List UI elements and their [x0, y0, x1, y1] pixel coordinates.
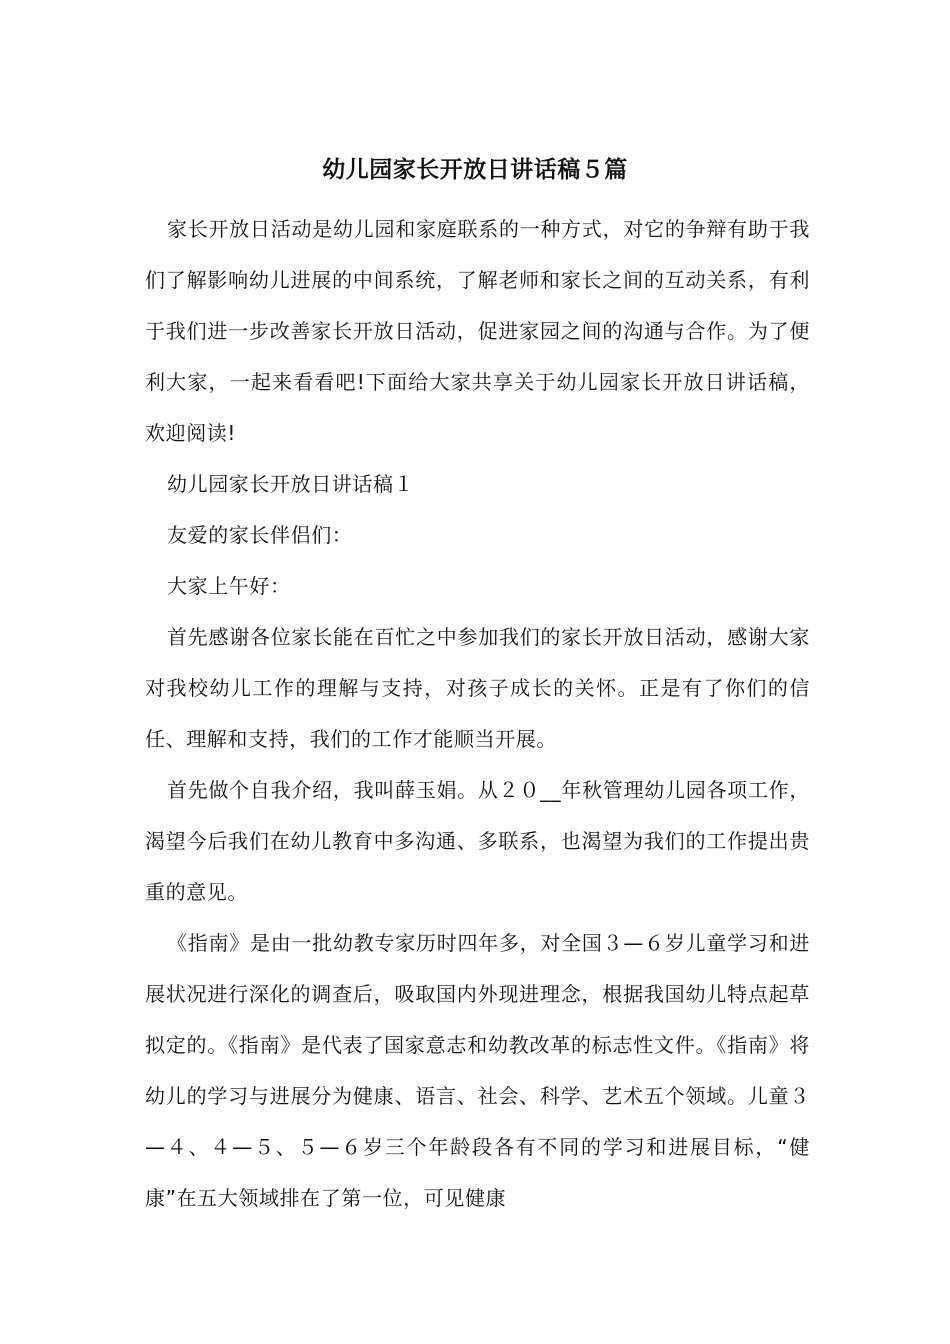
document-title: 幼儿园家长开放日讲话稿５篇: [322, 157, 628, 183]
salutation: 友爱的家长伴侣们：: [167, 523, 353, 547]
document-body: [145, 204, 810, 1224]
body-paragraph: 首先感谢各位家长能在百忙之中参加我们的家长开放日活动，感谢大家对我校幼儿工作的理解与支持，对孩子成长的关怀。正是有了你们的信任、理解和支持，我们的工作才能顺当开展。: [145, 625, 810, 751]
body-paragraph: 首先做个自我介绍，我叫薛玉娟。从２０__年秋管理幼儿园各项工作，渴望今后我们在幼儿教育中多沟通、多联系，也渴望为我们的工作提出贵重的意见。: [145, 778, 810, 904]
body-paragraph: 《指南》是由一批幼教专家历时四年多，对全国３—６岁儿童学习和进展状况进行深化的调查后，吸取国内外现进理念，根据我国幼儿特点起草拟定的。《指南》是代表了国家意志和幼教改革的标志性文件。《指南》将幼儿的学习与进展分为健康、语言、社会、科学、艺术五个领域。儿童３—４、４—５、５—６岁三个年龄段各有不同的学习和进展目标，“健康”在五大领域排在了第一位，可见健康: [145, 931, 810, 1210]
intro-paragraph: 家长开放日活动是幼儿园和家庭联系的一种方式，对它的争辩有助于我们了解影响幼儿进展的中间系统，了解老师和家长之间的互动关系，有利于我们进一步改善家长开放日活动，促进家园之间的沟通与合作。为了便利大家，一起来看看吧!下面给大家共享关于幼儿园家长开放日讲话稿，欢迎阅读!: [145, 217, 810, 445]
section-heading: 幼儿园家长开放日讲话稿１: [167, 472, 415, 496]
greeting: 大家上午好：: [167, 574, 291, 598]
